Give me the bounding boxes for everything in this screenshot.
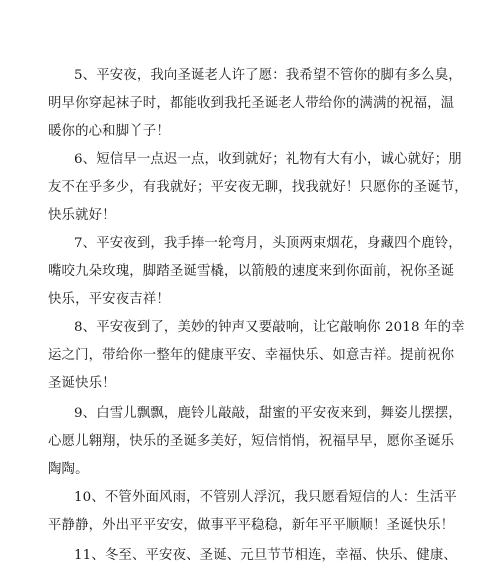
text-line: 友不在乎多少，有我就好；平安夜无聊，找我就好！只愿你的圣诞节， [48, 180, 468, 195]
text-line: 7、平安夜到，我手捧一轮弯月，头顶两束烟花，身藏四个鹿铃， [74, 236, 462, 251]
text-line: 心愿儿翱翔，快乐的圣诞多美好，短信悄悄，祝福早早，愿你圣诞乐 [48, 434, 455, 449]
text-line: 快乐，平安夜吉祥！ [48, 292, 170, 307]
text-line: 陶陶。 [48, 462, 89, 477]
text-line: 平静静，外出平平安安，做事平平稳稳，新年平平顺顺！圣诞快乐！ [48, 518, 455, 533]
paragraph-7 [48, 230, 460, 314]
text-line: 圣诞快乐！ [48, 376, 116, 391]
text-line: 嘴咬九朵玫瑰，脚踏圣诞雪橇，以箭般的速度来到你面前，祝你圣诞 [48, 264, 455, 279]
text-line: 明早你穿起袜子时，都能收到我托圣诞老人带给你的满满的祝福，温 [48, 96, 455, 111]
text-line: 11、冬至、平安夜、圣诞、元旦节节相连，幸福、快乐、健康、 [74, 548, 457, 563]
text-line: 快乐就好！ [48, 208, 116, 223]
paragraph-5 [48, 62, 460, 146]
text-line: 运之门，带给你一整年的健康平安、幸福快乐、如意吉祥。提前祝你 [48, 348, 455, 363]
text-line: 10、不管外面风雨，不管别人浮沉，我只愿看短信的人：生活平 [74, 490, 457, 505]
text-line: 暖你的心和脚丫子！ [48, 124, 170, 139]
text-line: 9、白雪儿飘飘，鹿铃儿敲敲，甜蜜的平安夜来到，舞姿儿摆摆， [74, 406, 462, 421]
paragraph-6 [48, 146, 468, 230]
paragraph-8 [48, 314, 465, 398]
text-line: 8、平安夜到了，美妙的钟声又要敲响，让它敲响你 2018 年的幸 [74, 320, 465, 335]
paragraph-10 [48, 484, 460, 540]
text-line: 6、短信早一点迟一点，收到就好；礼物有大有小，诚心就好；朋 [74, 152, 462, 167]
text-line: 5、平安夜，我向圣诞老人许了愿：我希望不管你的脚有多么臭， [74, 68, 462, 83]
paragraph-9 [48, 400, 460, 484]
